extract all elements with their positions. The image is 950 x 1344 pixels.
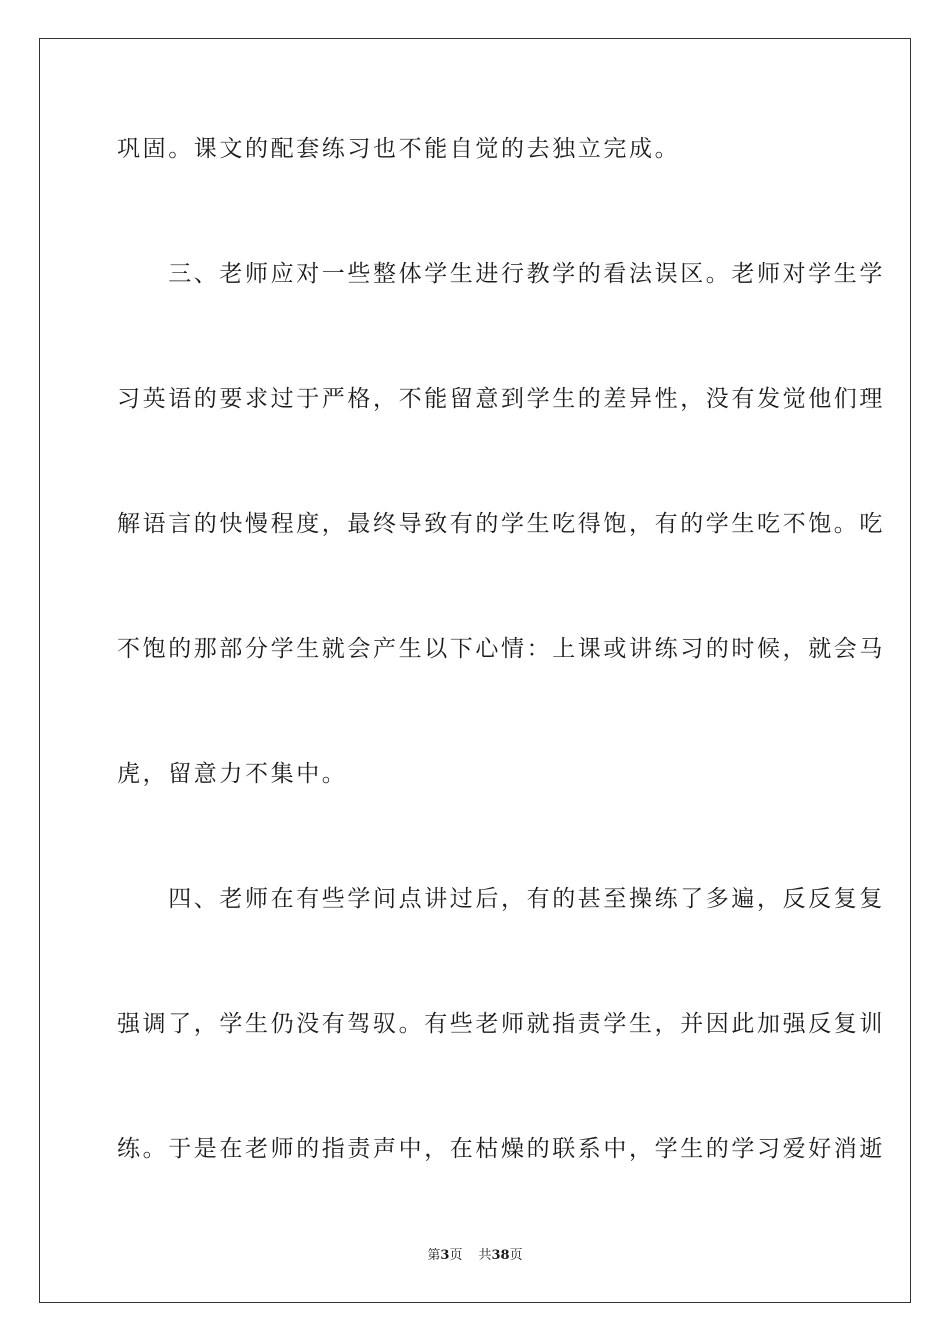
text-line: 不饱的那部分学生就会产生以下心情：上课或讲练习的时候，就会马 [117, 636, 885, 662]
text-line: 巩固。课文的配套练习也不能自觉的去独立完成。 [117, 136, 681, 162]
total-label-suffix: 页 [509, 1248, 523, 1263]
text-line: 习英语的要求过于严格，不能留意到学生的差异性，没有发觉他们理 [117, 386, 885, 412]
page-label-suffix: 页 [449, 1248, 463, 1263]
text-line: 四、老师在有些学问点讲过后，有的甚至操练了多遍，反反复复 [117, 886, 885, 912]
text-line: 解语言的快慢程度，最终导致有的学生吃得饱，有的学生吃不饱。吃 [117, 511, 885, 537]
page-number: 3 [440, 1248, 450, 1263]
page-border [39, 38, 911, 1303]
text-line: 强调了，学生仍没有驾驭。有些老师就指责学生，并因此加强反复训 [117, 1011, 885, 1037]
total-label-prefix: 共 [478, 1248, 492, 1263]
page-label-prefix: 第 [427, 1248, 441, 1263]
text-line: 练。于是在老师的指责声中，在枯燥的联系中，学生的学习爱好消逝 [117, 1136, 885, 1162]
text-line: 三、老师应对一些整体学生进行教学的看法误区。老师对学生学 [117, 261, 885, 287]
page-footer [0, 1248, 950, 1264]
text-line: 虎，留意力不集中。 [117, 761, 348, 787]
total-pages: 38 [491, 1248, 510, 1263]
